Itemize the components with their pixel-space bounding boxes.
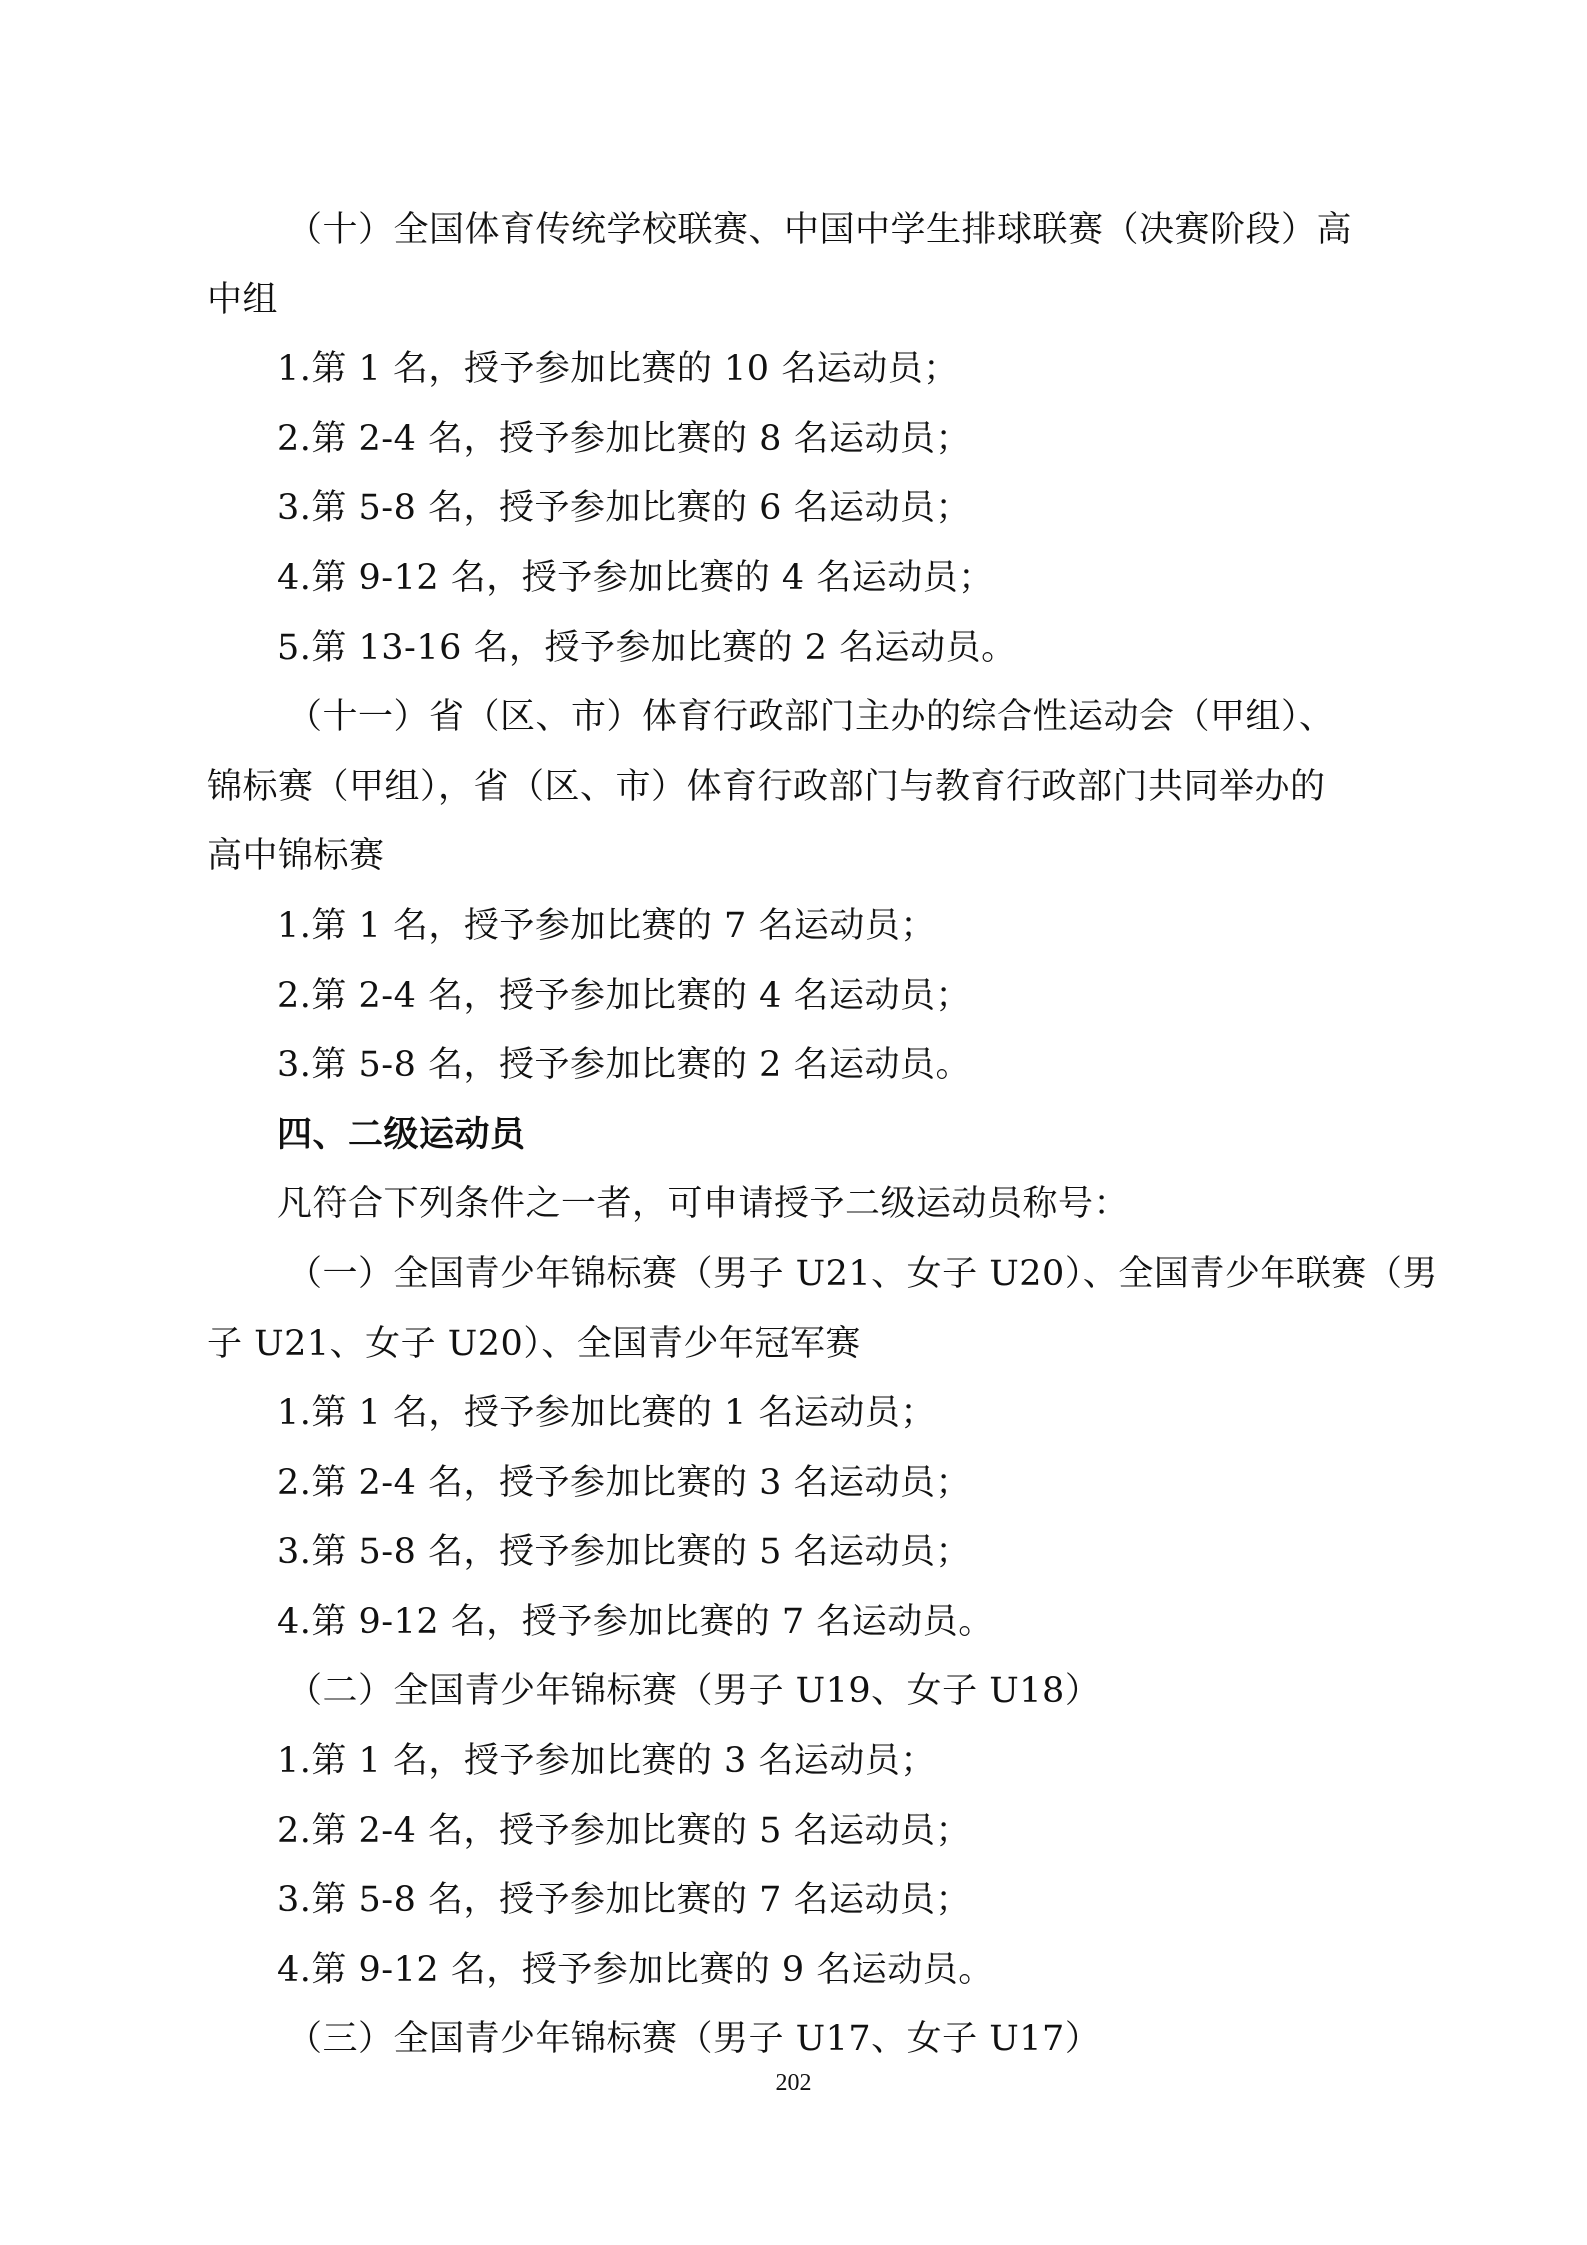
list-item: 4.第 9-12 名，授予参加比赛的 7 名运动员。 [277,1601,994,1642]
document-body [207,196,1438,2075]
section-heading-11-continued: 高中锦标赛 [207,836,385,877]
section-heading-11: （十一）省（区、市）体育行政部门主办的综合性运动会（甲组）、 [287,697,1335,738]
list-item: 1.第 1 名，授予参加比赛的 7 名运动员； [277,905,936,946]
list-item: 3.第 5-8 名，授予参加比赛的 2 名运动员。 [277,1045,972,1086]
list-item: 3.第 5-8 名，授予参加比赛的 6 名运动员； [277,488,972,529]
paragraph: 凡符合下列条件之一者，可申请授予二级运动员称号： [277,1184,1130,1225]
list-item: 4.第 9-12 名，授予参加比赛的 4 名运动员； [277,557,994,598]
list-item: 1.第 1 名，授予参加比赛的 10 名运动员； [277,349,959,390]
page-number: 202 [775,2070,812,2096]
list-item: 2.第 2-4 名，授予参加比赛的 3 名运动员； [277,1462,972,1503]
section-heading-3: （三）全国青少年锦标赛（男子 U17、女子 U17） [287,2019,1101,2060]
section-heading-10-continued: 中组 [207,279,279,320]
list-item: 3.第 5-8 名，授予参加比赛的 7 名运动员； [277,1880,972,1921]
section-heading-10: （十）全国体育传统学校联赛、中国中学生排球联赛（决赛阶段）高 [287,210,1353,250]
list-item: 5.第 13-16 名，授予参加比赛的 2 名运动员。 [277,627,1017,668]
list-item: 2.第 2-4 名，授予参加比赛的 5 名运动员； [277,1810,972,1851]
list-item: 4.第 9-12 名，授予参加比赛的 9 名运动员。 [277,1949,994,1990]
section-heading-1-continued: 子 U21、女子 U20）、全国青少年冠军赛 [207,1323,861,1364]
list-item: 2.第 2-4 名，授予参加比赛的 4 名运动员； [277,975,972,1016]
list-item: 1.第 1 名，授予参加比赛的 1 名运动员； [277,1393,936,1434]
list-item: 1.第 1 名，授予参加比赛的 3 名运动员； [277,1741,936,1782]
section-heading-11-continued: 锦标赛（甲组），省（区、市）体育行政部门与教育行政部门共同举办的 [207,766,1326,807]
section-heading-1: （一）全国青少年锦标赛（男子 U21、女子 U20）、全国青少年联赛（男 [287,1253,1438,1294]
section-heading-2: （二）全国青少年锦标赛（男子 U19、女子 U18） [287,1671,1101,1712]
list-item: 3.第 5-8 名，授予参加比赛的 5 名运动员； [277,1532,972,1573]
chapter-heading: 四、二级运动员 [277,1114,526,1155]
list-item: 2.第 2-4 名，授予参加比赛的 8 名运动员； [277,418,972,459]
